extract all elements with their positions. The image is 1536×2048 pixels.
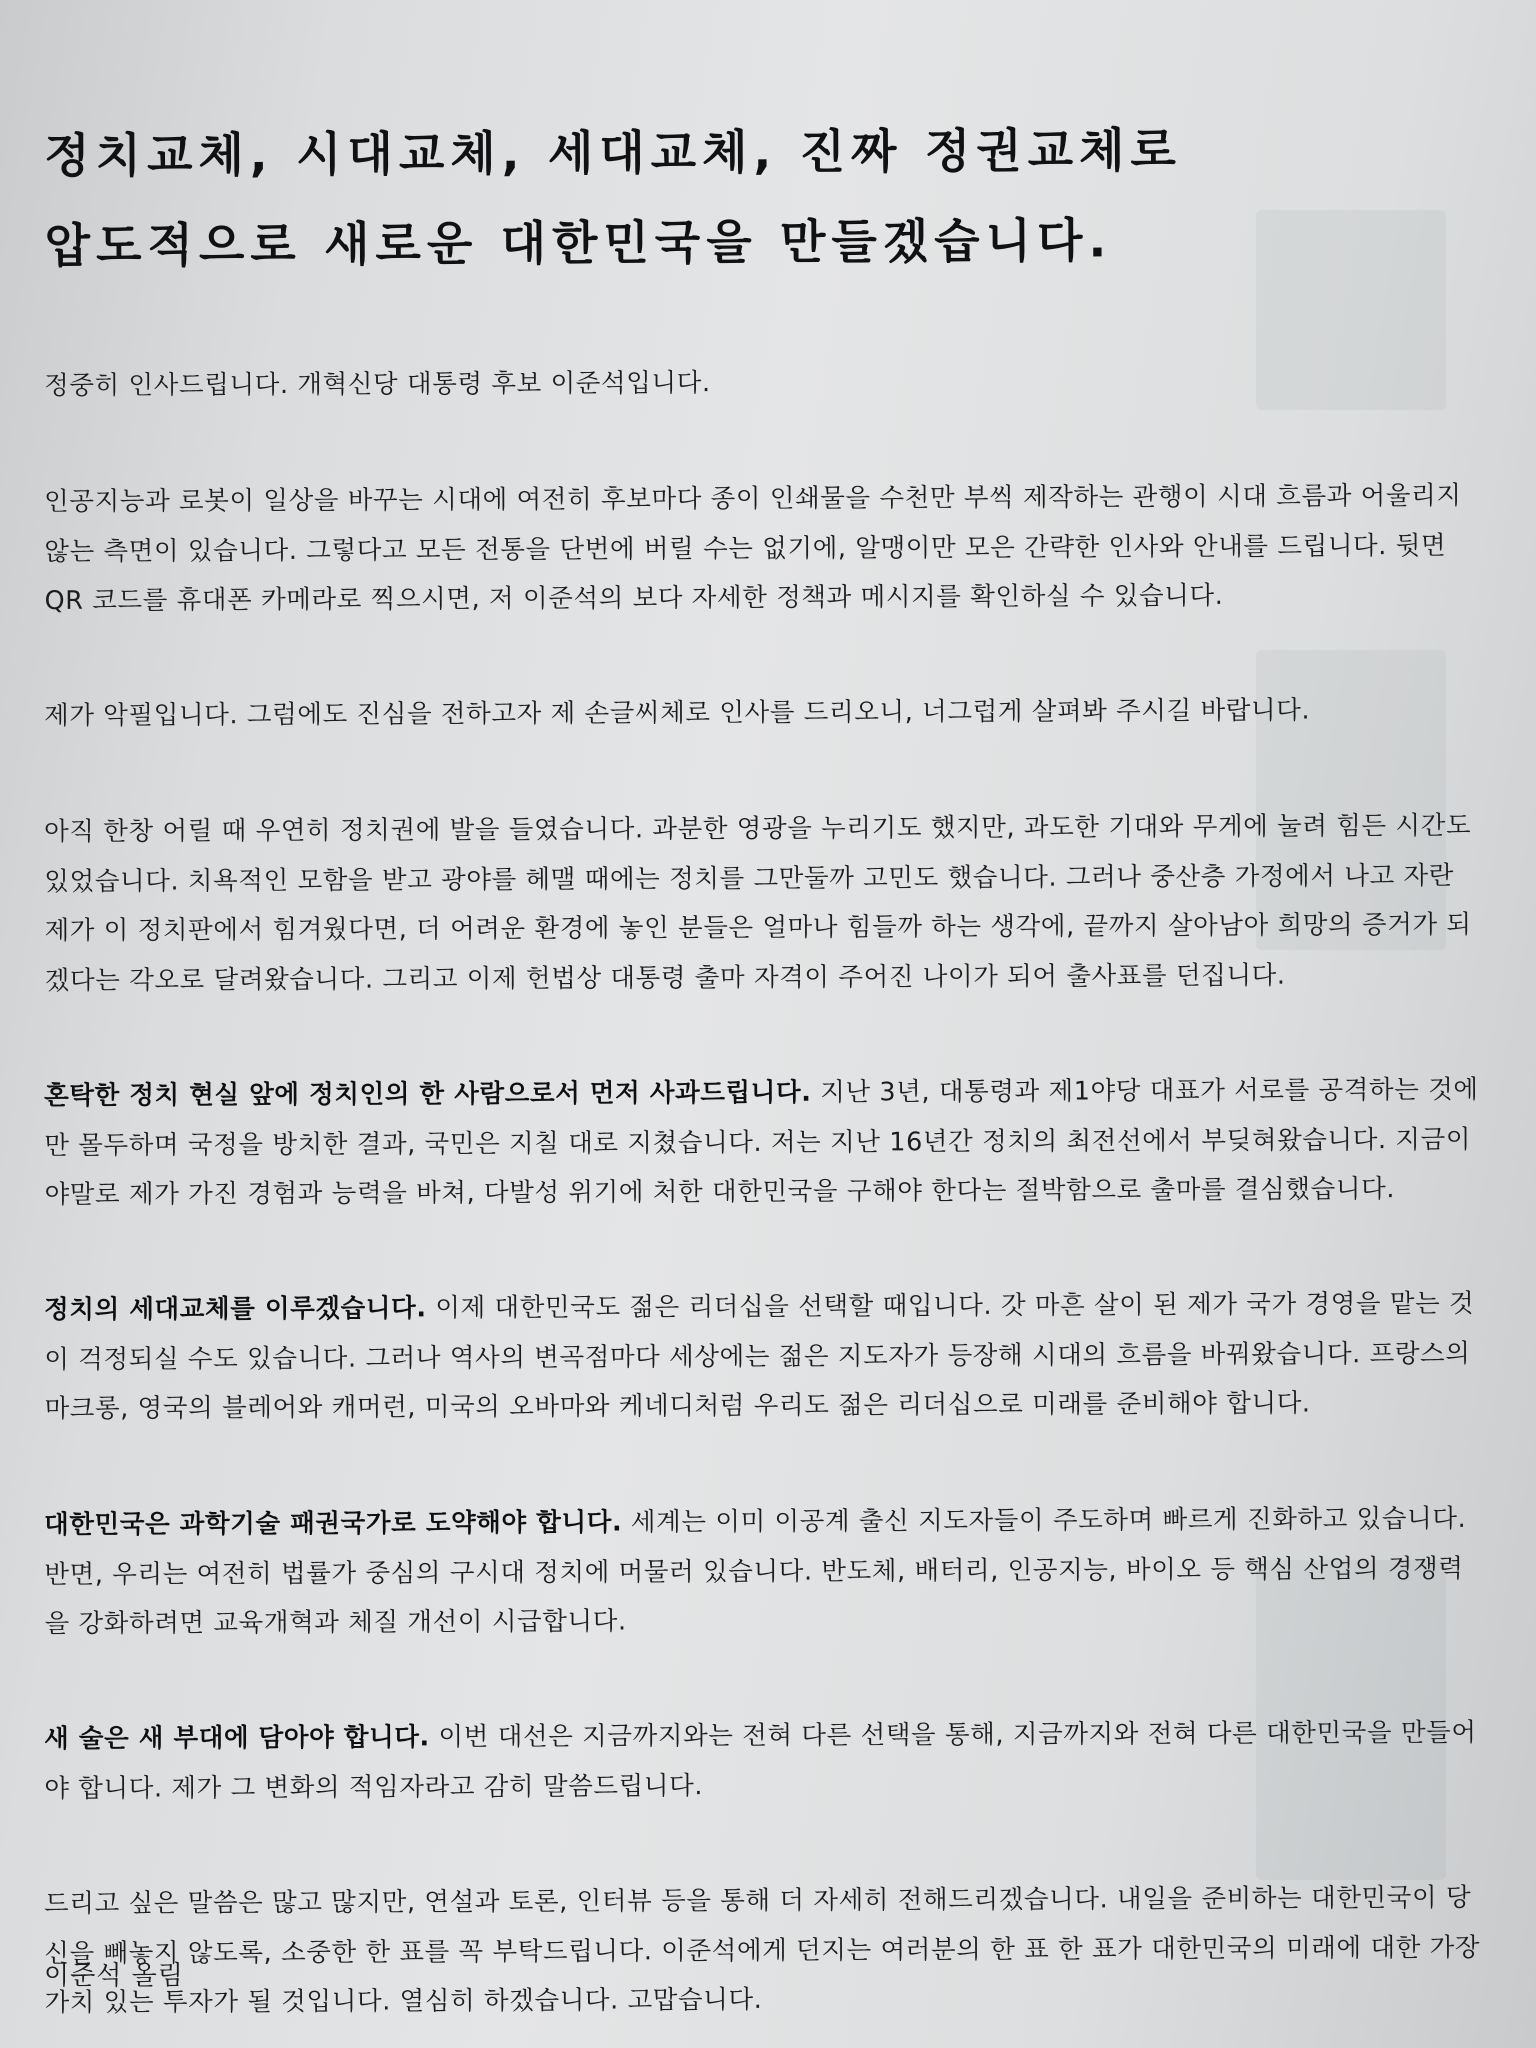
paragraph-text: 아직 한창 어릴 때 우연히 정치권에 발을 들였습니다. 과분한 영광을 누리기도 했지만, 과도한 기대와 무게에 눌려 힘든 시간도 있었습니다. 치욕적인 모함을 받고 광야를 헤맬 때에는 정치를 그만둘까 고민도 했습니다. 그러나 중산층 가정에서 나고 자란 제가 이 정치판에서 힘겨웠다면, 더 어려운 환경에 놓인 분들은 얼마나 힘들까 하는 생각에, 끝까지 살아남아 희망의 증거가 되겠다는 각오로 달려왔습니다. 그리고 이제 헌법상 대통령 출마 자격이 주어진 나이가 되어 출사표를 던집니다. <box>44 810 1472 995</box>
paragraph-text: 정중히 인사드립니다. 개혁신당 대통령 후보 이준석입니다. <box>44 368 711 401</box>
paragraph-background <box>44 801 1485 1005</box>
paragraph-greeting <box>44 356 1484 412</box>
paragraph-text: 이번 대선은 지금까지와는 전혀 다른 선택을 통해, 지금까지와 전혀 다른 대한민국을 만들어야 합니다. 제가 그 변화의 적임자라고 감히 말씀드립니다. <box>44 1717 1477 1804</box>
paragraph-text: 이제 대한민국도 젊은 리더십을 선택할 때입니다. 갓 마흔 살이 된 제가 국가 경영을 맡는 것이 걱정되실 수도 있습니다. 그러나 역사의 변곡점마다 세상에는 젊은 지도자가 등장해 시대의 흐름을 바꿔왔습니다. 프랑스의 마크롱, 영국의 블레어와 캐머런, 미국의 오바마와 케네디처럼 우리도 젊은 리더십으로 미래를 준비해야 합니다. <box>44 1288 1475 1424</box>
paragraph-text: 인공지능과 로봇이 일상을 바꾸는 시대에 여전히 후보마다 종이 인쇄물을 수천만 부씩 제작하는 관행이 시대 흐름과 어울리지 않는 측면이 있습니다. 그렇다고 모든 전통을 단번에 버릴 수는 없기에, 알맹이만 모은 간략한 인사와 안내를 드립니다. 뒷면 QR 코드를 휴대폰 카메라로 찍으시면, 저 이준석의 보다 자세한 정책과 메시지를 확인하실 수 있습니다. <box>44 480 1462 616</box>
paragraph-apology <box>44 1065 1485 1220</box>
paragraph-lead: 대한민국은 과학기술 패권국가로 도약해야 합니다. <box>44 1506 623 1540</box>
headline-line-2: 압도적으로 새로운 대한민국을 만들겠습니다. <box>44 213 1113 274</box>
paragraph-text: 지난 3년, 대통령과 제1야당 대표가 서로를 공격하는 것에만 몰두하며 국정을 방치한 결과, 국민은 지칠 대로 지쳤습니다. 저는 지난 16년간 정치의 최전선에서 부딪혀왔습니다. 지금이야말로 제가 가진 경험과 능력을 바쳐, 다발성 위기에 처한 대한민국을 구해야 한다는 절박함으로 출마를 결심했습니다. <box>44 1074 1479 1210</box>
headline-line-1: 정치교체, 시대교체, 세대교체, 진짜 정권교체로 <box>44 123 1183 184</box>
paragraph-text: 세계는 이미 이공계 출신 지도자들이 주도하며 빠르게 진화하고 있습니다. 반면, 우리는 여전히 법률가 중심의 구시대 정치에 머물러 있습니다. 반도체, 배터리, 인공지능, 바이오 등 핵심 산업의 경쟁력을 강화하려면 교육개혁과 체질 개선이 시급합니다. <box>44 1503 1467 1639</box>
paragraph-text: 제가 악필입니다. 그럼에도 진심을 전하고자 제 손글씨체로 인사를 드리오니, 너그럽게 살펴봐 주시길 바랍니다. <box>44 695 1311 731</box>
signature: 이준석 올림 <box>44 1961 184 1991</box>
paragraph-closing <box>44 1874 1485 2029</box>
headline <box>44 104 1485 292</box>
paragraph-new-wine <box>44 1709 1484 1814</box>
paragraph-lead: 새 술은 새 부대에 담아야 합니다. <box>44 1722 430 1754</box>
paragraph-generational-change <box>44 1280 1485 1435</box>
paragraph-lead: 정치의 세대교체를 이루겠습니다. <box>44 1293 427 1325</box>
paragraph-text: 드리고 싶은 말씀은 많고 많지만, 연설과 토론, 인터뷰 등을 통해 더 자세히 전해드리겠습니다. 내일을 준비하는 대한민국이 당신을 빼놓지 않도록, 소중한 한 표를 꼭 부탁드립니다. 이준석에게 던지는 여러분의 한 표 한 표가 대한민국의 미래에 대한 가장 가치 있는 투자가 될 것입니다. 열심히 하겠습니다. 고맙습니다. <box>44 1882 1481 2018</box>
paragraph-lead: 혼탁한 정치 현실 앞에 정치인의 한 사람으로서 먼저 사과드립니다. <box>44 1077 812 1111</box>
paragraph-qr-notice <box>44 471 1485 626</box>
paragraph-science-tech <box>44 1494 1485 1649</box>
paragraph-handwriting-note <box>44 686 1484 742</box>
letter-body <box>44 112 1484 2048</box>
